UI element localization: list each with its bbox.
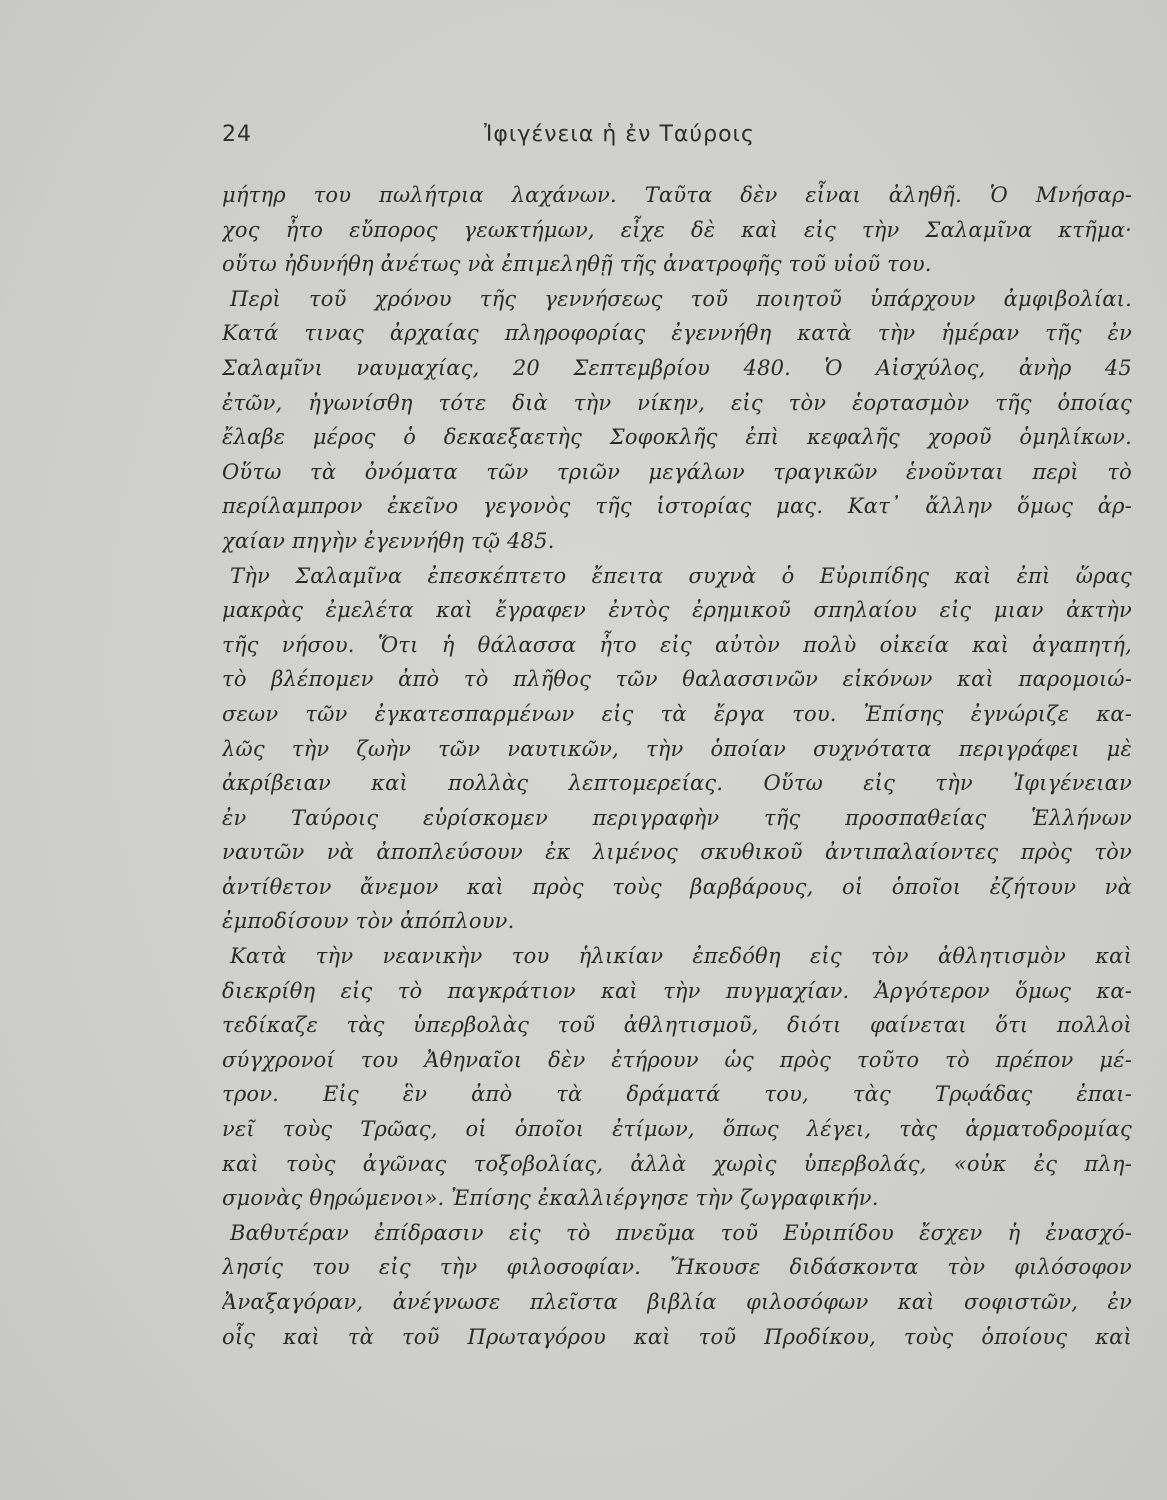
text-line: μακρὰς ἐμελέτα καὶ ἔγραφεν ἐντὸς ἐρημικοῦ σπηλαίου εἰς μιαν ἀκτὴν [222, 598, 1132, 623]
running-title: Ἰφιγένεια ἡ ἐν Ταύροις [484, 122, 755, 147]
text-line: σμονὰς θηρώμενοι». Ἐπίσης ἐκαλλιέργησε τὴν ζωγραφικήν. [222, 1186, 879, 1211]
text-line: νεῖ τοὺς Τρῶας, οἱ ὁποῖοι ἐτίμων, ὅπως λέγει, τὰς ἁρματοδρομίας [222, 1117, 1132, 1142]
text-line: σεων τῶν ἐγκατεσπαρμένων εἰς τὰ ἔργα του. Ἐπίσης ἐγνώριζε κα- [222, 701, 1132, 726]
text-line: ἔλαβε μέρος ὁ δεκαεξαετὴς Σοφοκλῆς ἐπὶ κεφαλῆς χοροῦ ὁμηλίκων. [222, 425, 1132, 450]
text-line: περίλαμπρον ἐκεῖνο γεγονὸς τῆς ἱστορίας μας. Κατ᾽ ἄλλην ὅμως ἀρ- [222, 494, 1132, 519]
text-line: ἀντίθετον ἄνεμον καὶ πρὸς τοὺς βαρβάρους, οἱ ὁποῖοι ἐζήτουν νὰ [222, 874, 1132, 899]
text-line: ναυτῶν νὰ ἀποπλεύσουν ἐκ λιμένος σκυθικοῦ ἀντιπαλαίοντες πρὸς τὸν [222, 840, 1132, 865]
text-line: Κατά τινας ἀρχαίας πληροφορίας ἐγεννήθη κατὰ τὴν ἡμέραν τῆς ἐν [222, 321, 1132, 346]
text-line: Οὕτω τὰ ὀνόματα τῶν τριῶν μεγάλων τραγικῶν ἑνοῦνται περὶ τὸ [222, 459, 1132, 484]
text-line: καὶ τοὺς ἀγῶνας τοξοβολίας, ἀλλὰ χωρὶς ὑπερβολάς, «οὐκ ἐς πλη- [222, 1151, 1132, 1176]
page-number: 24 [222, 122, 252, 147]
text-line: λῶς τὴν ζωὴν τῶν ναυτικῶν, τὴν ὁποίαν συχνότατα περιγράφει μὲ [222, 736, 1132, 761]
text-line: διεκρίθη εἰς τὸ παγκράτιον καὶ τὴν πυγμαχίαν. Ἀργότερον ὅμως κα- [222, 978, 1132, 1003]
text-line: Ἀναξαγόραν, ἀνέγνωσε πλεῖστα βιβλία φιλοσόφων καὶ σοφιστῶν, ἐν [222, 1290, 1132, 1314]
text-line: οὕτω ἠδυνήθη ἀνέτως νὰ ἐπιμεληθῇ τῆς ἀνατροφῆς τοῦ υἱοῦ του. [222, 252, 932, 277]
text-line: Σαλαμῖνι ναυμαχίας, 20 Σεπτεμβρίου 480. Ὁ Αἰσχύλος, ἀνὴρ 45 [222, 355, 1132, 380]
text-line: Κατὰ τὴν νεανικὴν του ἡλικίαν ἐπεδόθη εἰς τὸν ἀθλητισμὸν καὶ [230, 944, 1132, 969]
text-line: Περὶ τοῦ χρόνου τῆς γεννήσεως τοῦ ποιητοῦ ὑπάρχουν ἀμφιβολίαι. [230, 286, 1132, 311]
text-line: τὸ βλέπομεν ἀπὸ τὸ πλῆθος τῶν θαλασσινῶν εἰκόνων καὶ παρομοιώ- [222, 667, 1132, 692]
text-line: οἷς καὶ τὰ τοῦ Πρωταγόρου καὶ τοῦ Προδίκου, τοὺς ὁποίους καὶ [222, 1324, 1132, 1349]
text-line: μήτηρ του πωλήτρια λαχάνων. Ταῦτα δὲν εἶναι ἀληθῆ. Ὁ Μνήσαρ- [222, 183, 1132, 207]
text-line: τῆς νήσου. Ὅτι ἡ θάλασσα ἦτο εἰς αὐτὸν πολὺ οἰκεία καὶ ἀγαπητή, [222, 632, 1132, 657]
text-line: Βαθυτέραν ἐπίδρασιν εἰς τὸ πνεῦμα τοῦ Εὐριπίδου ἔσχεν ἡ ἐνασχό- [230, 1220, 1132, 1245]
text-line: τρον. Εἰς ἓν ἀπὸ τὰ δράματά του, τὰς Τρῳάδας ἐπαι- [222, 1082, 1132, 1107]
page-header [222, 118, 822, 158]
text-line: χαίαν πηγὴν ἐγεννήθη τῷ 485. [222, 528, 555, 553]
text-line: ἐμποδίσουν τὸν ἀπόπλουν. [222, 909, 515, 934]
text-line: λησίς του εἰς τὴν φιλοσοφίαν. Ἤκουσε διδάσκοντα τὸν φιλόσοφον [222, 1255, 1132, 1280]
text-line: σύγχρονοί του Ἀθηναῖοι δὲν ἐτήρουν ὡς πρὸς τοῦτο τὸ πρέπον μέ- [222, 1047, 1132, 1072]
text-line: χος ἦτο εὔπορος γεωκτήμων, εἶχε δὲ καὶ εἰς τὴν Σαλαμῖνα κτῆμα· [222, 217, 1132, 242]
text-line: ἐτῶν, ἠγωνίσθη τότε διὰ τὴν νίκην, εἰς τὸν ἑορτασμὸν τῆς ὁποίας [222, 390, 1132, 415]
text-line: ἀκρίβειαν καὶ πολλὰς λεπτομερείας. Οὕτω εἰς τὴν Ἰφιγένειαν [222, 771, 1132, 796]
text-line: Τὴν Σαλαμῖνα ἐπεσκέπτετο ἔπειτα συχνὰ ὁ Εὐριπίδης καὶ ἐπὶ ὥρας [230, 563, 1132, 588]
text-line: ἐν Ταύροις εὑρίσκομεν περιγραφὴν τῆς προσπαθείας Ἑλλήνων [222, 805, 1132, 830]
body-text [222, 178, 1132, 1354]
text-line: τεδίκαζε τὰς ὑπερβολὰς τοῦ ἀθλητισμοῦ, διότι φαίνεται ὅτι πολλοὶ [222, 1013, 1132, 1038]
